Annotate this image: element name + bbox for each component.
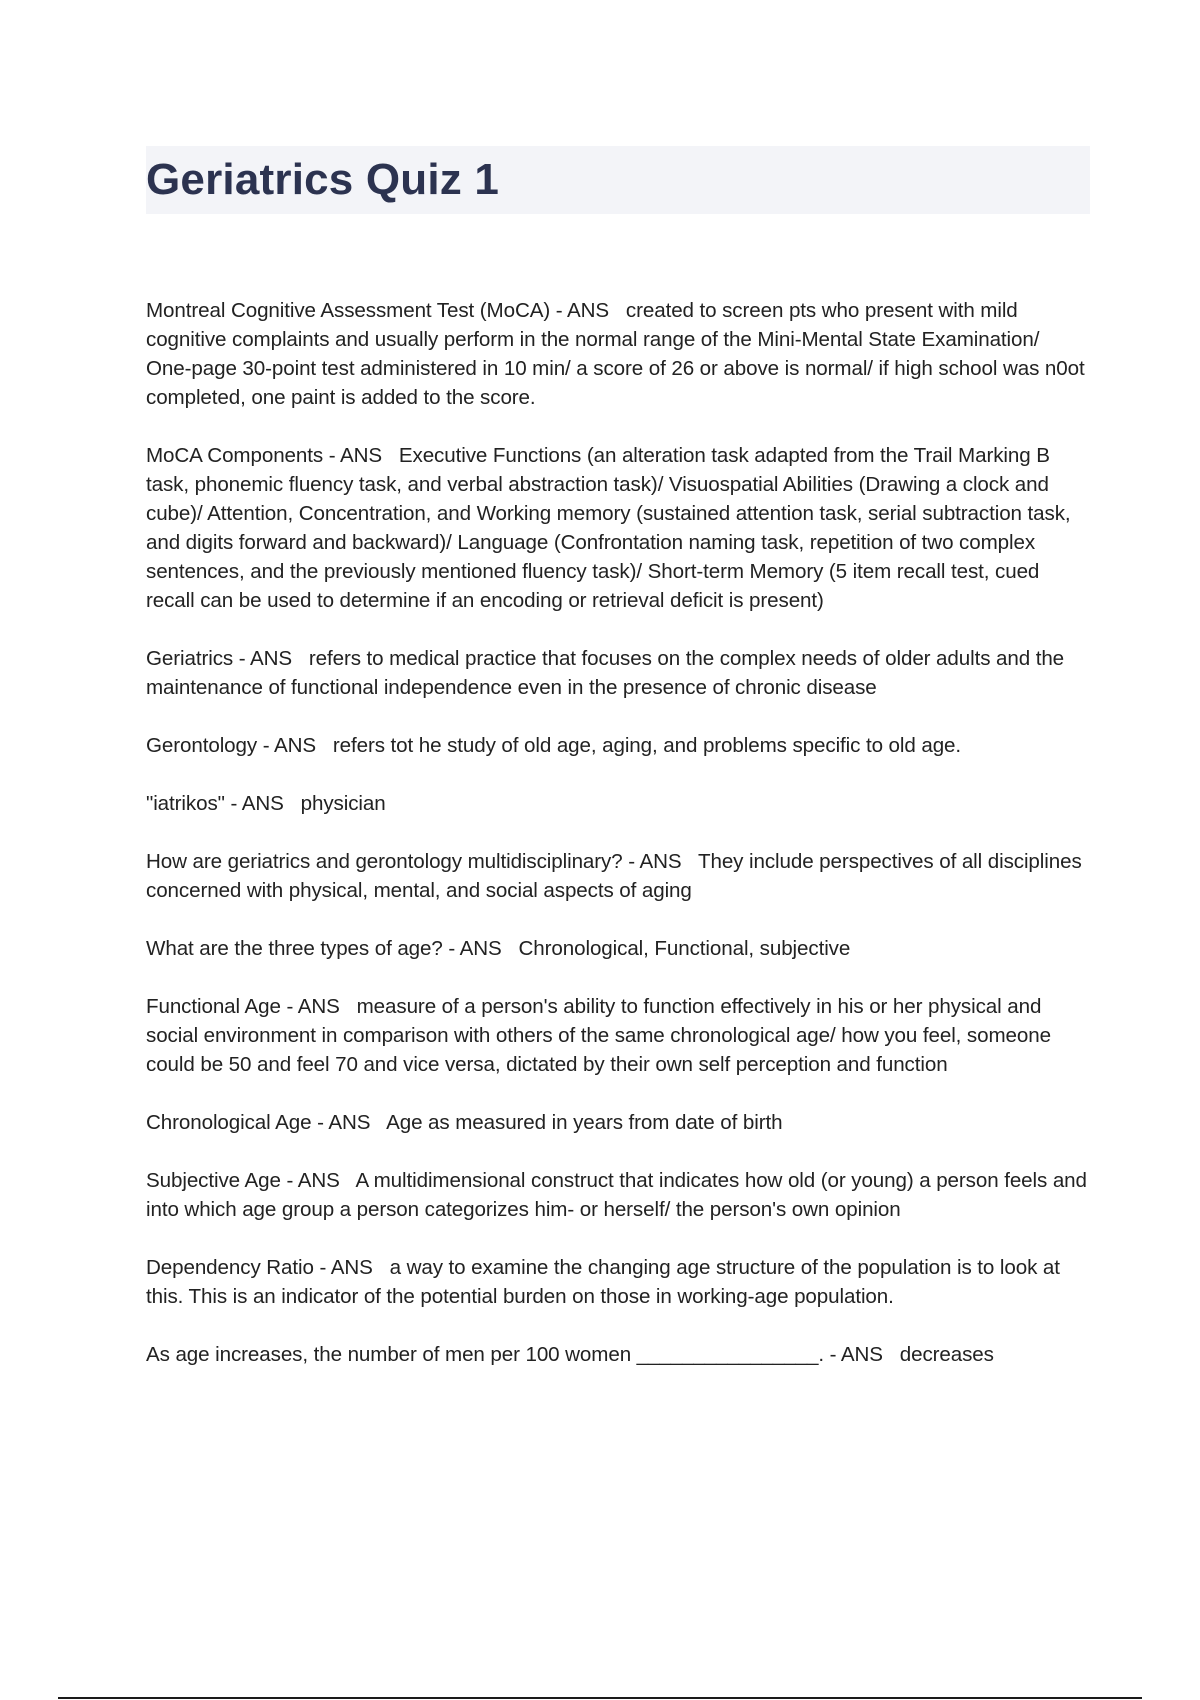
ans-separator: - ANS — [311, 1111, 387, 1134]
ans-separator: - ANS — [224, 792, 301, 815]
title-banner — [146, 146, 1090, 214]
ans-separator: - ANS — [550, 299, 626, 322]
ans-separator: - ANS — [823, 1343, 900, 1366]
qa-list — [146, 296, 1090, 1398]
qa-answer: They include perspectives of all disciplines concerned with physical, mental, and social aspects of aging — [146, 850, 1082, 902]
ans-separator: - ANS — [313, 1256, 390, 1279]
qa-answer: decreases — [899, 1343, 994, 1366]
qa-term: Chronological Age — [146, 1111, 312, 1134]
qa-term: MoCA Components — [146, 444, 324, 467]
qa-answer: Chronological, Functional, subjective — [518, 937, 851, 960]
qa-term: Geriatrics — [146, 647, 234, 670]
qa-term: Subjective Age — [146, 1169, 281, 1192]
qa-item — [146, 1108, 1090, 1137]
qa-item — [146, 296, 1090, 412]
footer-divider — [58, 1697, 1142, 1699]
ans-separator: - ANS — [257, 734, 333, 757]
qa-answer: Executive Functions (an alteration task adapted from the Trail Marking B task, phonemic fluency task, and verbal abstraction task)/ Visuospatial Abilities (Drawing a clock and cube)/ Attention, Concentration, and Working memory (sustained attention task, serial subtraction task, and digits forward and backward)/ Language (Confrontation naming task, repetition of two complex sentences, and the previously mentioned fluency task)/ Short-term Memory (5 item recall test, cued recall can be used to determine if an encoding or retrieval deficit is present) — [146, 444, 1071, 612]
qa-answer: physician — [300, 792, 386, 815]
ans-separator: - ANS — [280, 1169, 356, 1192]
ans-separator: - ANS — [442, 937, 519, 960]
qa-item — [146, 441, 1090, 615]
ans-separator: - ANS — [622, 850, 698, 873]
qa-term: Gerontology — [146, 734, 258, 757]
qa-answer: measure of a person's ability to function effectively in his or her physical and social environment in comparison with others of the same chronological age/ how you feel, someone could be 50 and feel 70 and vice versa, dictated by their own self perception and function — [146, 995, 1051, 1076]
qa-term: "iatrikos" — [146, 792, 225, 815]
ans-separator: - ANS — [280, 995, 357, 1018]
page-title: Geriatrics Quiz 1 — [146, 155, 500, 204]
qa-answer: created to screen pts who present with mild cognitive complaints and usually perform in the normal range of the Mini-Mental State Examination/ One-page 30-point test administered in 10 min/ a score of 26 or above is normal/ if high school was n0ot completed, one paint is added to the score. — [146, 299, 1085, 409]
qa-item — [146, 992, 1090, 1079]
qa-item — [146, 847, 1090, 905]
qa-term: What are the three types of age? — [146, 937, 443, 960]
qa-answer: refers tot he study of old age, aging, and problems specific to old age. — [332, 734, 962, 757]
ans-separator: - ANS — [233, 647, 309, 670]
qa-item — [146, 789, 1090, 818]
qa-item — [146, 1166, 1090, 1224]
qa-term: Dependency Ratio — [146, 1256, 314, 1279]
qa-answer: refers to medical practice that focuses on the complex needs of older adults and the maintenance of functional independence even in the presence of chronic disease — [146, 647, 1065, 699]
qa-item — [146, 1340, 1090, 1369]
qa-answer: a way to examine the changing age structure of the population is to look at this. This is an indicator of the potential burden on those in working-age population. — [146, 1256, 1060, 1308]
qa-term: How are geriatrics and gerontology multidisciplinary? — [146, 850, 623, 873]
qa-item — [146, 731, 1090, 760]
qa-item — [146, 934, 1090, 963]
qa-item — [146, 1253, 1090, 1311]
qa-term: Functional Age — [146, 995, 281, 1018]
qa-answer: A multidimensional construct that indicates how old (or young) a person feels and into which age group a person categorizes him- or herself/ the person's own opinion — [146, 1169, 1087, 1221]
qa-item — [146, 644, 1090, 702]
qa-answer: Age as measured in years from date of birth — [386, 1111, 783, 1134]
qa-term: As age increases, the number of men per 100 women ________________. — [146, 1343, 824, 1366]
qa-term: Montreal Cognitive Assessment Test (MoCA) — [146, 299, 551, 322]
ans-separator: - ANS — [323, 444, 399, 467]
